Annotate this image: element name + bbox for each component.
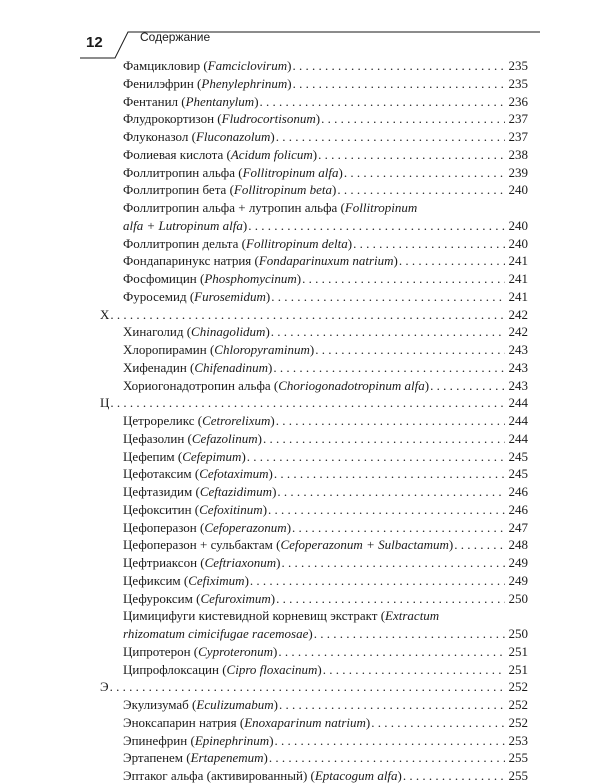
dot-leader xyxy=(344,165,505,181)
entry-latin-name: Cyproteronum xyxy=(198,643,273,659)
toc-entry xyxy=(123,289,528,305)
toc-entry-line1 xyxy=(123,608,528,624)
entry-russian-name: Хориогонадотропин альфа ( xyxy=(123,377,279,393)
section-letter xyxy=(100,307,528,323)
entry-paren: ) xyxy=(269,732,274,748)
entry-latin-name: Follitropinum beta xyxy=(233,182,333,198)
entry-russian-name: Цетрореликс ( xyxy=(123,413,203,428)
entry-russian-name: Фенилэфрин ( xyxy=(123,75,202,91)
entry-page-number: 239 xyxy=(508,164,528,180)
entry-title xyxy=(123,182,336,198)
entry-paren: ) xyxy=(296,271,302,286)
entry-page-number: 241 xyxy=(508,253,528,269)
entry-russian-name: Цефокситин ( xyxy=(123,501,200,517)
entry-russian-name: Фамцикловир ( xyxy=(123,58,208,73)
page-header xyxy=(0,0,600,60)
dot-leader xyxy=(318,147,505,163)
entry-russian-name: Цефуроксим ( xyxy=(123,590,201,606)
dot-leader xyxy=(321,111,505,127)
toc-entry xyxy=(123,76,528,92)
toc-entry xyxy=(123,324,528,340)
toc-entry xyxy=(123,253,528,269)
toc-entry xyxy=(123,466,528,482)
entry-page-number: 237 xyxy=(508,129,528,144)
toc-entry xyxy=(123,520,528,536)
toc-entry xyxy=(123,715,528,731)
dot-leader xyxy=(260,94,505,110)
entry-russian-name: Эптаког альфа (активированный) ( xyxy=(123,768,315,783)
entry-latin-name: Cefuroximum xyxy=(200,590,271,606)
entry-paren: ) xyxy=(276,555,281,570)
entry-paren: ) xyxy=(286,519,292,535)
entry-paren: ) xyxy=(268,359,273,375)
dot-leader xyxy=(269,750,505,766)
entry-russian-name: Фосфомицин ( xyxy=(123,271,205,286)
dot-leader xyxy=(110,307,505,323)
section-letter-label: Х xyxy=(100,306,110,322)
entry-paren: ) xyxy=(287,75,292,91)
toc-entry xyxy=(123,360,528,376)
entry-page-number: 245 xyxy=(508,466,528,482)
toc-entry xyxy=(123,236,528,252)
toc-entry xyxy=(123,537,528,553)
entry-latin-name: Phenylephrinum xyxy=(201,75,288,91)
entry-paren: ) xyxy=(397,768,402,783)
dot-leader xyxy=(274,466,505,482)
entry-page-number: 244 xyxy=(508,413,528,428)
toc-entry xyxy=(123,591,528,607)
dot-leader xyxy=(275,733,505,749)
entry-russian-name: Эноксапарин натрия ( xyxy=(123,714,245,730)
entry-latin-name: Acidum folicum xyxy=(230,146,313,162)
entry-latin-name: Eculizumabum xyxy=(196,697,274,712)
dot-leader xyxy=(247,449,505,465)
entry-paren: ) xyxy=(268,466,273,482)
entry-latin-name: Follitropinum alfa xyxy=(242,164,339,180)
entry-paren: ) xyxy=(287,58,292,73)
entry-latin-name: Phosphomycinum xyxy=(204,271,297,286)
entry-title xyxy=(123,591,275,607)
dot-leader xyxy=(454,537,505,553)
entry-latin-name: Cefoxitinum xyxy=(199,501,263,517)
toc-entry xyxy=(123,431,528,447)
dot-leader xyxy=(302,271,505,287)
section-page-number: 252 xyxy=(508,679,528,695)
entry-page-number: 242 xyxy=(508,324,528,340)
entry-russian-name: Цефиксим ( xyxy=(123,572,189,588)
entry-latin-name: Cefiximum xyxy=(188,572,245,588)
entry-page-number: 235 xyxy=(508,58,528,73)
entry-page-number: 251 xyxy=(508,643,528,659)
entry-latin-name: Ceftriaxonum xyxy=(204,555,277,570)
entry-page-number: 251 xyxy=(508,661,528,677)
running-title: Содержание xyxy=(140,30,211,44)
entry-page-number: 243 xyxy=(508,377,528,393)
toc-entry xyxy=(123,94,528,110)
dot-leader xyxy=(315,342,505,358)
toc-entry xyxy=(123,644,528,660)
toc-entry xyxy=(123,573,528,589)
entry-title xyxy=(123,768,402,784)
entry-title xyxy=(123,129,275,145)
entry-page-number: 235 xyxy=(508,75,528,91)
entry-title xyxy=(123,626,313,642)
entry-page-number: 244 xyxy=(508,430,528,446)
entry-title xyxy=(123,253,398,269)
entry-paren: ) xyxy=(424,377,430,393)
entry-title xyxy=(123,165,343,181)
entry-page-number: 240 xyxy=(508,182,528,198)
entry-page-number: 243 xyxy=(508,342,528,357)
entry-title xyxy=(123,502,267,518)
entry-russian-name: Экулизумаб ( xyxy=(123,697,197,712)
entry-paren: ) xyxy=(273,697,279,712)
entry-title xyxy=(123,218,247,234)
entry-page-number: 237 xyxy=(508,111,528,127)
entry-latin-name: Furosemidum xyxy=(194,288,266,304)
entry-title xyxy=(123,750,268,766)
entry-page-number: 238 xyxy=(508,146,528,162)
entry-russian-name: Цефоперазон + сульбактам ( xyxy=(123,537,281,553)
entry-paren: ) xyxy=(312,146,318,162)
entry-page-number: 243 xyxy=(508,359,528,375)
toc-entry xyxy=(123,502,528,518)
entry-latin-name: Follitropinum delta xyxy=(246,235,348,251)
dot-leader xyxy=(337,182,505,198)
entry-title xyxy=(123,378,429,394)
entry-russian-name: Эпинефрин ( xyxy=(123,732,195,748)
entry-paren: ) xyxy=(393,253,398,269)
entry-russian-name: Фолиевая кислота ( xyxy=(123,146,231,162)
entry-title xyxy=(123,573,249,589)
dot-leader xyxy=(277,484,505,500)
entry-russian-name: Цимицифуги кистевидной корневищ экстракт ( xyxy=(123,608,386,624)
dot-leader xyxy=(276,591,505,607)
entry-latin-name: alfa + Lutropinum alfa xyxy=(123,217,243,233)
entry-paren: ) xyxy=(242,217,248,233)
entry-russian-name: Цефепим ( xyxy=(123,448,183,464)
entry-page-number: 241 xyxy=(508,271,528,286)
entry-paren: ) xyxy=(262,501,268,517)
entry-latin-name: Cipro floxacinum xyxy=(226,661,318,677)
entry-latin-name: Extractum xyxy=(385,608,440,624)
entry-page-number: 240 xyxy=(508,235,528,251)
entry-latin-name: rhizomatum cimicifugae racemosae xyxy=(123,626,309,641)
entry-page-number: 248 xyxy=(508,537,528,553)
toc-entry xyxy=(123,129,528,145)
entry-paren: ) xyxy=(309,342,315,357)
dot-leader xyxy=(323,662,505,678)
entry-russian-name: Фентанил ( xyxy=(123,93,186,109)
entry-russian-name: Фондапаринукс натрия ( xyxy=(123,253,259,269)
toc-entry xyxy=(123,484,528,500)
entry-title xyxy=(123,236,352,252)
entry-latin-name: Chloropyraminum xyxy=(214,342,310,357)
toc-entry-line2 xyxy=(123,626,528,642)
entry-paren: ) xyxy=(270,413,275,428)
entry-page-number: 255 xyxy=(508,750,528,766)
entry-paren: ) xyxy=(448,537,454,553)
entry-russian-name: Фоллитропин альфа + лутропин альфа ( xyxy=(123,200,345,215)
entry-latin-name: Fondaparinuxum natrium xyxy=(258,253,394,269)
entry-title xyxy=(123,555,280,571)
entry-latin-name: Enoxaparinum natrium xyxy=(244,714,366,730)
entry-title xyxy=(123,520,291,536)
entry-paren: ) xyxy=(273,643,278,659)
entry-russian-name: Цефазолин ( xyxy=(123,430,192,446)
dot-leader xyxy=(371,715,505,731)
entry-latin-name: Chinagolidum xyxy=(191,324,266,340)
entry-title xyxy=(123,662,322,678)
dot-leader xyxy=(276,413,505,429)
entry-title xyxy=(123,58,291,74)
entry-title xyxy=(123,324,270,340)
entry-russian-name: Ципротерон ( xyxy=(123,643,199,659)
entry-page-number: 249 xyxy=(508,555,528,570)
entry-paren: ) xyxy=(244,572,249,588)
entry-title xyxy=(123,733,274,749)
entry-paren: ) xyxy=(338,164,343,180)
entry-latin-name: Cefotaximum xyxy=(199,466,269,482)
entry-title xyxy=(123,484,276,500)
entry-page-number: 236 xyxy=(508,93,528,109)
entry-latin-name: Fludrocortisonum xyxy=(221,111,316,127)
entry-paren: ) xyxy=(257,430,262,446)
toc-entry xyxy=(123,165,528,181)
entry-latin-name: Famciclovirum xyxy=(207,58,288,73)
entry-latin-name: Cetrorelixum xyxy=(202,413,271,428)
entry-page-number: 241 xyxy=(508,288,528,304)
entry-paren: ) xyxy=(263,750,268,766)
dot-leader xyxy=(292,58,505,74)
entry-page-number: 246 xyxy=(508,501,528,517)
entry-title xyxy=(123,147,317,163)
entry-title xyxy=(123,715,370,731)
header-rule xyxy=(0,0,600,60)
entry-title xyxy=(123,697,278,713)
dot-leader xyxy=(279,697,505,713)
dot-leader xyxy=(276,129,505,145)
entry-page-number: 255 xyxy=(508,768,528,783)
dot-leader xyxy=(248,218,505,234)
entry-title xyxy=(123,413,275,429)
toc-entry xyxy=(123,378,528,394)
entry-russian-name: Флуконазол ( xyxy=(123,129,196,144)
entry-latin-name: Cefoperazonum xyxy=(204,519,287,535)
entry-page-number: 253 xyxy=(508,732,528,748)
dot-leader xyxy=(292,520,505,536)
entry-latin-name: Follitropinum xyxy=(344,200,418,215)
toc-entry xyxy=(123,111,528,127)
entry-paren: ) xyxy=(272,484,277,499)
section-letter xyxy=(100,679,528,695)
entry-title xyxy=(123,342,314,358)
dot-leader xyxy=(281,555,505,571)
dot-leader xyxy=(110,395,505,411)
entry-latin-name: Fluconazolum xyxy=(195,129,271,144)
entry-page-number: 249 xyxy=(508,572,528,588)
section-letter xyxy=(100,395,528,411)
entry-paren: ) xyxy=(254,93,259,109)
entry-paren: ) xyxy=(315,111,321,127)
toc-entry-line2 xyxy=(123,218,528,234)
entry-paren: ) xyxy=(332,182,337,198)
toc-entry xyxy=(123,342,528,358)
dot-leader xyxy=(399,253,505,269)
entry-title xyxy=(123,431,262,447)
toc-entry xyxy=(123,733,528,749)
entry-latin-name: Eptacogum alfa xyxy=(314,768,398,783)
entry-paren: ) xyxy=(347,235,353,251)
entry-latin-name: Cefazolinum xyxy=(191,430,258,446)
toc-entry xyxy=(123,58,528,74)
entry-page-number: 247 xyxy=(508,519,528,535)
entry-title xyxy=(123,537,453,553)
entry-russian-name: Цефтазидим ( xyxy=(123,484,200,499)
entry-paren: ) xyxy=(308,626,313,641)
entry-paren: ) xyxy=(241,448,246,464)
dot-leader xyxy=(271,289,505,305)
toc-entry-line1 xyxy=(123,200,528,216)
entry-russian-name: Фуросемид ( xyxy=(123,288,195,304)
entry-paren: ) xyxy=(317,661,322,677)
entry-paren: ) xyxy=(265,288,271,304)
entry-russian-name: Фоллитропин альфа ( xyxy=(123,164,243,180)
dot-leader xyxy=(314,626,505,642)
page-number: 12 xyxy=(86,34,103,51)
entry-latin-name: Ceftazidimum xyxy=(199,484,273,499)
entry-russian-name: Фоллитропин бета ( xyxy=(123,182,234,198)
entry-russian-name: Хинаголид ( xyxy=(123,324,192,340)
entry-russian-name: Фоллитропин дельта ( xyxy=(123,235,246,251)
section-page-number: 242 xyxy=(508,306,528,322)
entry-page-number: 246 xyxy=(508,484,528,499)
section-letter-label: Ц xyxy=(100,395,110,411)
dot-leader xyxy=(271,324,505,340)
entry-latin-name: Phentanylum xyxy=(185,93,255,109)
toc-entry xyxy=(123,182,528,198)
entry-russian-name: Ципрофлоксацин ( xyxy=(123,661,227,677)
dot-leader xyxy=(263,431,505,447)
entry-page-number: 250 xyxy=(508,590,528,606)
dot-leader xyxy=(278,644,505,660)
toc-entry xyxy=(123,662,528,678)
dot-leader xyxy=(110,679,505,695)
entry-latin-name: Chifenadinum xyxy=(194,359,269,375)
entry-title xyxy=(123,289,270,305)
entry-title xyxy=(123,644,277,660)
entry-page-number: 240 xyxy=(508,217,528,233)
entry-paren: ) xyxy=(270,129,275,144)
toc-entry xyxy=(123,147,528,163)
entry-latin-name: Cefoperazonum + Sulbactamum xyxy=(280,537,449,553)
entry-russian-name: Цефтриаксон ( xyxy=(123,555,205,570)
toc-entry xyxy=(123,768,528,784)
entry-page-number: 250 xyxy=(508,626,528,641)
toc-entry xyxy=(123,697,528,713)
entry-russian-name: Цефоперазон ( xyxy=(123,519,205,535)
entry-title xyxy=(123,111,320,127)
dot-leader xyxy=(353,236,505,252)
dot-leader xyxy=(268,502,505,518)
toc-entry xyxy=(123,555,528,571)
entry-title xyxy=(123,466,273,482)
entry-page-number: 252 xyxy=(508,697,528,712)
entry-latin-name: Choriogonadotropinum alfa xyxy=(278,377,425,393)
entry-russian-name: Цефотаксим ( xyxy=(123,466,200,482)
toc-entry xyxy=(123,271,528,287)
entry-paren: ) xyxy=(270,590,276,606)
entry-page-number: 245 xyxy=(508,448,528,464)
entry-paren: ) xyxy=(365,714,371,730)
entry-latin-name: Cefepimum xyxy=(182,448,242,464)
entry-title xyxy=(123,449,246,465)
toc-entry xyxy=(123,750,528,766)
dot-leader xyxy=(430,378,505,394)
entry-russian-name: Эртапенем ( xyxy=(123,750,191,766)
entry-russian-name: Хлоропирамин ( xyxy=(123,342,215,357)
entry-latin-name: Ertapenemum xyxy=(190,750,264,766)
dot-leader xyxy=(403,768,505,784)
entry-title xyxy=(123,76,292,92)
dot-leader xyxy=(250,573,505,589)
entry-paren: ) xyxy=(265,324,270,340)
toc-entry xyxy=(123,413,528,429)
section-page-number: 244 xyxy=(508,395,528,411)
entry-title xyxy=(123,94,259,110)
entry-russian-name: Хифенадин ( xyxy=(123,359,195,375)
entry-russian-name: Флудрокортизон ( xyxy=(123,111,222,127)
entry-title xyxy=(123,271,301,287)
dot-leader xyxy=(293,76,505,92)
toc-entry xyxy=(123,449,528,465)
entry-latin-name: Epinephrinum xyxy=(194,732,270,748)
section-letter-label: Э xyxy=(100,679,109,695)
entry-page-number: 252 xyxy=(508,714,528,730)
dot-leader xyxy=(273,360,505,376)
entry-title xyxy=(123,360,272,376)
